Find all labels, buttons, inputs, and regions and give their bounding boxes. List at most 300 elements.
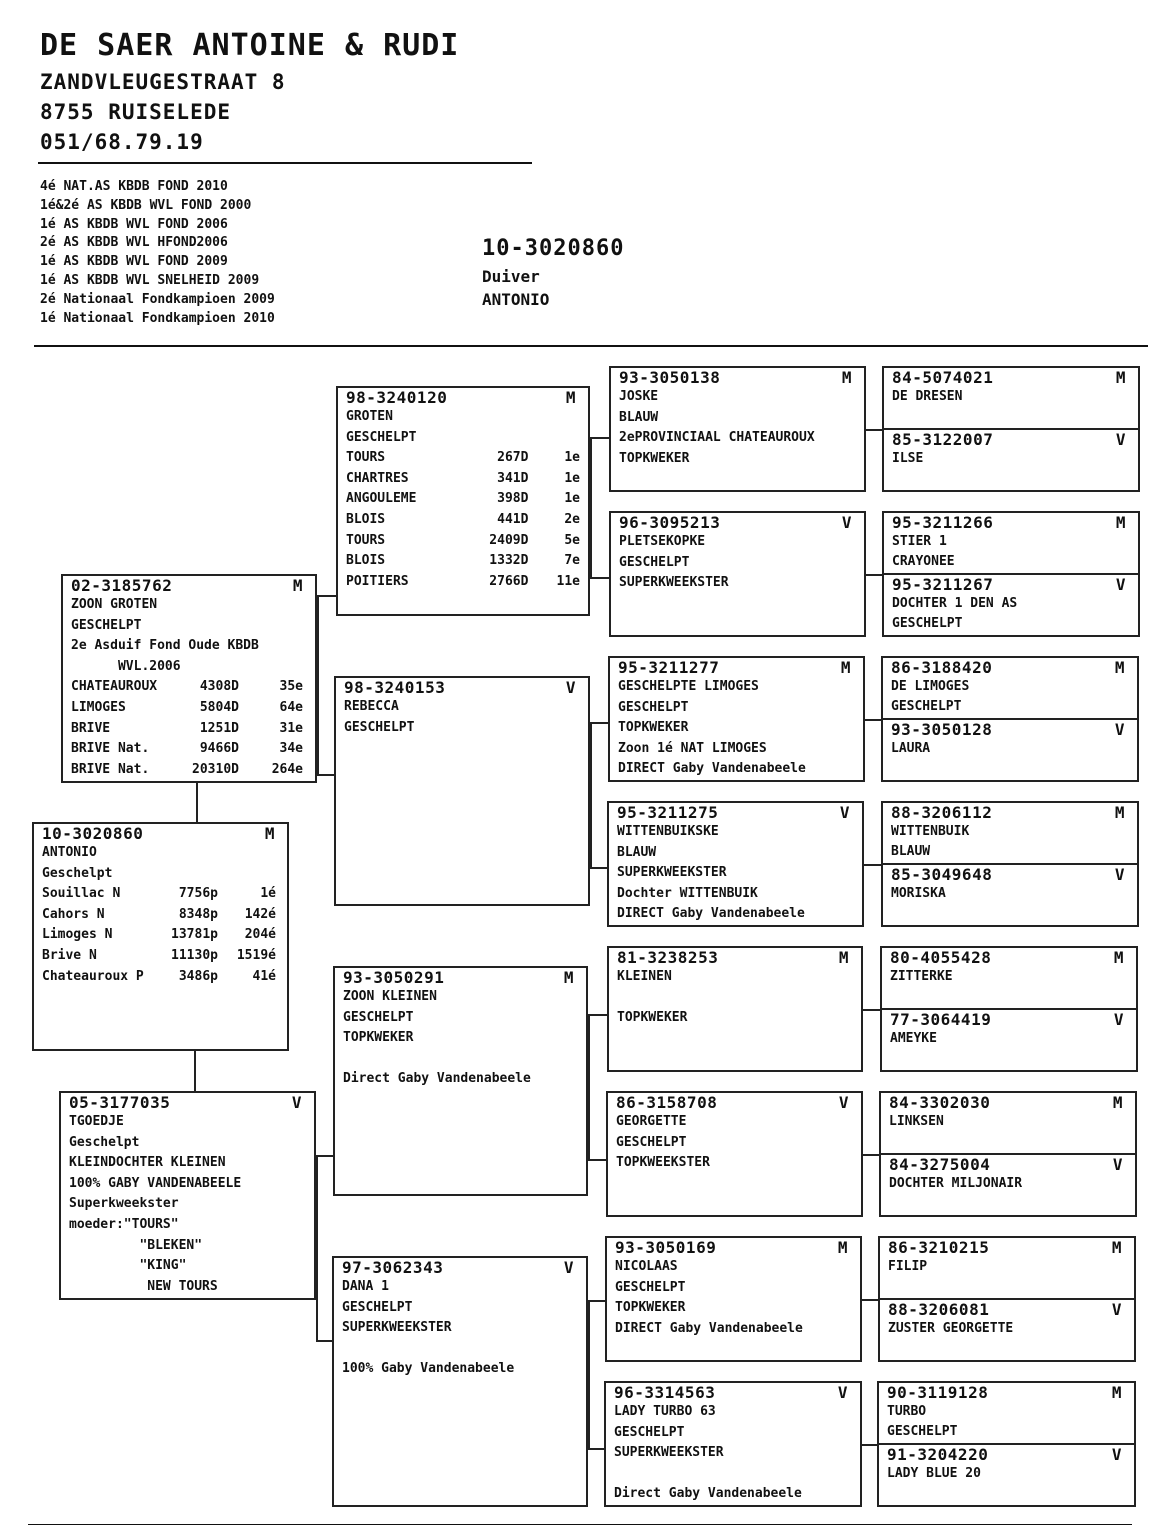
result-row — [346, 551, 580, 572]
result-row — [346, 510, 580, 531]
race-place: 5e — [564, 532, 580, 548]
award-line: 2é Nationaal Fondkampioen 2009 — [40, 291, 275, 307]
detail-line: GEORGETTE — [616, 1114, 687, 1129]
race-place: 204é — [244, 927, 276, 943]
detail-line: WITTENBUIKSKE — [617, 824, 719, 839]
connector-line — [196, 783, 198, 823]
race-name: CHATEAUROUX — [71, 679, 158, 695]
bird-details — [884, 532, 1138, 572]
connector-line — [317, 595, 319, 776]
bird-gen4-sire — [883, 658, 1137, 720]
result-row — [346, 448, 580, 469]
bird-gen4-pair — [878, 1236, 1136, 1362]
connector-line — [317, 595, 336, 597]
bird-gen4-dam — [883, 865, 1137, 925]
sex-marker: M — [841, 368, 852, 387]
ring-number: 85-3122007 — [892, 430, 994, 449]
bird-header — [61, 1093, 314, 1112]
race-name: BRIVE Nat. — [71, 741, 150, 757]
sex-marker: M — [1112, 1093, 1123, 1112]
connector-line — [590, 437, 609, 439]
sex-marker: V — [839, 803, 850, 822]
sex-marker: M — [1114, 803, 1125, 822]
connector-line — [590, 867, 607, 869]
bird-header — [884, 430, 1138, 449]
detail-line: GROTEN — [346, 409, 393, 424]
bird-gen4-pair — [882, 511, 1140, 637]
connector-line — [866, 574, 882, 576]
bird-details — [880, 1257, 1134, 1277]
detail-line: GESCHELPT — [618, 699, 689, 715]
header-rule — [38, 162, 532, 164]
bird-details — [881, 1112, 1135, 1132]
sex-marker: M — [838, 948, 849, 967]
bird-details — [63, 595, 315, 780]
detail-line: TOPKWEKER — [618, 720, 689, 736]
ring-number: 86-3158708 — [616, 1093, 718, 1112]
award-line: 1é AS KBDB WVL FOND 2009 — [40, 254, 228, 270]
detail-line: SUPERKWEEKSTER — [342, 1320, 452, 1336]
owner-street: ZANDVLEUGESTRAAT 8 — [40, 70, 286, 94]
detail-line: MORISKA — [891, 886, 946, 901]
detail-line: ZITTERKE — [890, 969, 953, 984]
detail-line: moeder:"TOURS" — [69, 1216, 179, 1232]
ring-number: 88-3206081 — [888, 1300, 990, 1319]
race-entries: 11130p — [171, 947, 218, 963]
race-entries: 20310D — [192, 761, 239, 777]
detail-line: LINKSEN — [889, 1114, 944, 1129]
ring-number: 95-3211266 — [892, 513, 994, 532]
detail-line: GESCHELPT — [346, 429, 417, 445]
sex-marker: M — [1115, 368, 1126, 387]
ring-number: 77-3064419 — [890, 1010, 992, 1029]
bird-details — [61, 1112, 314, 1297]
detail-line: KLEINEN — [617, 969, 672, 984]
ring-number: 81-3238253 — [617, 948, 719, 967]
subject-ring: 10-3020860 — [482, 236, 625, 261]
race-name: Cahors N — [42, 906, 105, 922]
bird-header — [883, 803, 1137, 822]
bird-details — [883, 822, 1137, 862]
ring-number: 86-3188420 — [891, 658, 993, 677]
detail-line: LADY TURBO 63 — [614, 1404, 716, 1419]
race-entries: 398D — [497, 491, 529, 507]
detail-line: NICOLAAS — [615, 1259, 678, 1274]
result-row — [42, 905, 279, 926]
sex-marker: V — [1111, 1300, 1122, 1319]
detail-line: Zoon 1é NAT LIMOGES — [618, 740, 767, 756]
bird-details — [882, 967, 1136, 987]
sex-marker: V — [837, 1383, 848, 1402]
ring-number: 10-3020860 — [42, 824, 144, 843]
bird-gen4-pair — [880, 946, 1138, 1072]
bird-details — [879, 1402, 1134, 1442]
result-row — [346, 572, 580, 593]
ring-number: 93-3050169 — [615, 1238, 717, 1257]
bird-header — [880, 1238, 1134, 1257]
race-name: LIMOGES — [71, 699, 126, 715]
detail-line: DANA 1 — [342, 1279, 389, 1294]
race-name: Limoges N — [42, 927, 113, 943]
award-line: 1é Nationaal Fondkampioen 2010 — [40, 310, 275, 326]
bird-gen4-sire — [883, 803, 1137, 865]
result-row — [71, 760, 307, 781]
detail-line: Direct Gaby Vandenabeele — [343, 1071, 531, 1087]
sex-marker: V — [1114, 865, 1125, 884]
bird-gen4-dam — [883, 720, 1137, 780]
bird-header — [607, 1238, 860, 1257]
bird-details — [884, 449, 1138, 469]
bird-details — [608, 1112, 861, 1174]
detail-line: DIRECT Gaby Vandenabeele — [617, 906, 805, 922]
connector-line — [866, 429, 882, 431]
ring-number: 05-3177035 — [69, 1093, 171, 1112]
race-name: ANGOULEME — [346, 491, 417, 507]
sex-marker: M — [565, 388, 576, 407]
bird-header — [884, 368, 1138, 387]
sex-marker: V — [563, 1258, 574, 1277]
bird-gen3 — [609, 366, 866, 492]
detail-line: TOPKWEKER — [617, 1010, 688, 1026]
bird-header — [880, 1300, 1134, 1319]
sex-marker: M — [1113, 948, 1124, 967]
detail-line: 100% GABY VANDENABEELE — [69, 1175, 242, 1191]
bird-details — [880, 1319, 1134, 1339]
detail-line: REBECCA — [344, 699, 399, 714]
bird-gen4-dam — [881, 1155, 1135, 1215]
bird-details — [611, 532, 864, 594]
bird-details — [334, 1277, 586, 1380]
ring-number: 97-3062343 — [342, 1258, 444, 1277]
connector-line — [588, 1014, 590, 1161]
sex-marker: M — [1111, 1383, 1122, 1402]
race-place: 1e — [564, 450, 580, 466]
award-line: 1é&2é AS KBDB WVL FOND 2000 — [40, 197, 252, 213]
bird-gen4-pair — [881, 801, 1139, 927]
bird-header — [611, 513, 864, 532]
connector-line — [588, 1448, 604, 1450]
bird-gen3 — [605, 1236, 862, 1362]
connector-line — [862, 1444, 877, 1446]
bird-gen4-sire — [880, 1238, 1134, 1300]
bird-gen3 — [607, 946, 863, 1072]
detail-line: GESCHELPT — [614, 1424, 685, 1440]
detail-line: Geschelpt — [42, 865, 113, 881]
bird-header — [879, 1383, 1134, 1402]
sex-marker: M — [840, 658, 851, 677]
ring-number: 80-4055428 — [890, 948, 992, 967]
connector-line — [590, 577, 609, 579]
sex-marker: M — [292, 576, 303, 595]
detail-line: NEW TOURS — [69, 1278, 218, 1294]
sex-marker: M — [1115, 513, 1126, 532]
result-row — [346, 489, 580, 510]
detail-line: ZOON GROTEN — [71, 597, 158, 612]
detail-line: STIER 1 — [892, 534, 947, 549]
detail-line: BLAUW — [619, 409, 659, 425]
bird-header — [884, 513, 1138, 532]
detail-line: GESCHELPT — [344, 719, 415, 735]
detail-line: 2ePROVINCIAAL CHATEAUROUX — [619, 430, 815, 446]
detail-line: LADY BLUE 20 — [887, 1466, 981, 1481]
detail-line: BLAUW — [617, 844, 657, 860]
subject-name: ANTONIO — [482, 290, 550, 309]
connector-line — [588, 1159, 606, 1161]
race-name: BRIVE Nat. — [71, 761, 150, 777]
result-row — [346, 531, 580, 552]
result-row — [346, 469, 580, 490]
detail-line: PLETSEKOPKE — [619, 534, 706, 549]
bird-gen4-dam — [882, 1010, 1136, 1070]
bird-details — [338, 407, 588, 592]
race-place: 35e — [279, 679, 303, 695]
bird-details — [884, 387, 1138, 407]
sex-marker: V — [1113, 1010, 1124, 1029]
award-line: 1é AS KBDB WVL SNELHEID 2009 — [40, 272, 260, 288]
race-name: Brive N — [42, 947, 97, 963]
award-line: 4é NAT.AS KBDB FOND 2010 — [40, 179, 228, 194]
result-row — [42, 946, 279, 967]
bird-header — [63, 576, 315, 595]
race-entries: 2766D — [489, 573, 529, 589]
bird-dam — [59, 1091, 316, 1300]
race-place: 1e — [564, 491, 580, 507]
detail-line: LAURA — [891, 741, 931, 756]
race-entries: 8348p — [178, 906, 218, 922]
bird-details — [881, 1174, 1135, 1194]
section-rule — [34, 345, 1148, 347]
detail-line: SUPERKWEEKSTER — [619, 575, 729, 591]
detail-line: ANTONIO — [42, 845, 97, 860]
race-entries: 13781p — [171, 927, 218, 943]
bird-gen4-sire — [881, 1093, 1135, 1155]
race-place: 41é — [252, 968, 276, 984]
bird-header — [34, 824, 287, 843]
race-entries: 7756p — [178, 886, 218, 902]
detail-line: TGOEDJE — [69, 1114, 124, 1129]
race-name: BLOIS — [346, 553, 386, 569]
detail-line — [342, 1339, 578, 1360]
detail-line: DE DRESEN — [892, 389, 963, 404]
detail-line: GESCHELPT — [616, 1134, 687, 1150]
detail-line: ILSE — [892, 451, 924, 466]
bird-gen4-dam — [879, 1445, 1134, 1505]
ring-number: 93-3050128 — [891, 720, 993, 739]
detail-line — [343, 1049, 578, 1070]
detail-line: Superkweekster — [69, 1196, 179, 1212]
bird-header — [881, 1155, 1135, 1174]
race-entries: 441D — [497, 511, 529, 527]
detail-line: TOPKWEKER — [619, 450, 690, 466]
owner-name: DE SAER ANTOINE & RUDI — [40, 28, 460, 63]
sex-marker: M — [1114, 658, 1125, 677]
detail-line: FILIP — [888, 1259, 928, 1274]
ring-number: 90-3119128 — [887, 1383, 989, 1402]
race-name: BRIVE — [71, 720, 111, 736]
result-row — [71, 739, 307, 760]
award-line: 1é AS KBDB WVL FOND 2006 — [40, 216, 228, 232]
race-place: 1519é — [236, 947, 276, 963]
detail-line: GESCHELPT — [615, 1279, 686, 1295]
bird-details — [336, 697, 588, 738]
bird-details — [607, 1257, 860, 1339]
bird-header — [336, 678, 588, 697]
sex-marker: V — [1115, 575, 1126, 594]
race-name: POITIERS — [346, 573, 409, 589]
detail-line: DOCHTER MILJONAIR — [889, 1176, 1023, 1191]
ring-number: 95-3211267 — [892, 575, 994, 594]
detail-line: "BLEKEN" — [69, 1237, 203, 1253]
ring-number: 96-3095213 — [619, 513, 721, 532]
bird-header — [882, 948, 1136, 967]
bird-gen4-pair — [881, 656, 1139, 782]
bird-details — [610, 677, 863, 780]
bird-gen4-pair — [879, 1091, 1137, 1217]
bird-details — [606, 1402, 860, 1505]
bird-gen4-sire — [879, 1383, 1134, 1445]
detail-line: WVL.2006 — [71, 658, 181, 674]
result-row — [42, 884, 279, 905]
detail-line: AMEYKE — [890, 1031, 937, 1046]
awards-list — [40, 178, 275, 328]
sex-marker: M — [837, 1238, 848, 1257]
detail-line: KLEINDOCHTER KLEINEN — [69, 1155, 226, 1171]
detail-line: "KING" — [69, 1258, 187, 1274]
bird-details — [609, 822, 862, 925]
detail-line: 2e Asduif Fond Oude KBDB — [71, 638, 259, 654]
bird-header — [883, 720, 1137, 739]
detail-line: GESCHELPT — [887, 1424, 958, 1439]
bird-gen3 — [608, 656, 865, 782]
detail-line: GESCHELPT — [343, 1009, 414, 1025]
bird-header — [338, 388, 588, 407]
race-entries: 341D — [497, 470, 529, 486]
detail-line — [614, 1464, 852, 1485]
result-row — [71, 698, 307, 719]
ring-number: 93-3050291 — [343, 968, 445, 987]
connector-line — [863, 1009, 880, 1011]
race-place: 264e — [271, 761, 303, 777]
race-place: 7e — [564, 553, 580, 569]
connector-line — [588, 1014, 607, 1016]
result-row — [42, 967, 279, 988]
detail-line — [617, 988, 853, 1009]
race-entries: 4308D — [199, 679, 239, 695]
connector-line — [865, 719, 881, 721]
race-entries: 5804D — [199, 699, 239, 715]
detail-line: GESCHELPT — [619, 554, 690, 570]
detail-line: ZUSTER GEORGETTE — [888, 1321, 1014, 1336]
owner-phone: 051/68.79.19 — [40, 130, 204, 154]
detail-line: BLAUW — [891, 844, 931, 859]
bird-header — [611, 368, 864, 387]
bird-gen3 — [609, 511, 866, 637]
race-entries: 2409D — [489, 532, 529, 548]
race-entries: 9466D — [199, 741, 239, 757]
bird-sire-sire — [336, 386, 590, 616]
bird-header — [884, 575, 1138, 594]
sex-marker: V — [1114, 720, 1125, 739]
detail-line: Geschelpt — [69, 1134, 140, 1150]
ring-number: 84-3302030 — [889, 1093, 991, 1112]
detail-line: TOPKWEEKSTER — [616, 1155, 710, 1171]
ring-number: 96-3314563 — [614, 1383, 716, 1402]
ring-number: 85-3049648 — [891, 865, 993, 884]
race-place: 11e — [556, 573, 580, 589]
bird-header — [606, 1383, 860, 1402]
bird-details — [883, 677, 1137, 717]
result-row — [71, 677, 307, 698]
detail-line: TURBO — [887, 1404, 927, 1419]
ring-number: 88-3206112 — [891, 803, 993, 822]
connector-line — [590, 722, 592, 869]
race-name: TOURS — [346, 532, 386, 548]
ring-number: 95-3211277 — [618, 658, 720, 677]
detail-line: GESCHELPT — [891, 699, 962, 714]
bird-header — [609, 948, 861, 967]
subject-header — [482, 236, 624, 309]
footer-rule — [28, 1524, 1132, 1525]
detail-line: DIRECT Gaby Vandenabeele — [618, 761, 806, 777]
bird-details — [34, 843, 287, 987]
bird-sire — [61, 574, 317, 783]
bird-gen4-pair — [877, 1381, 1136, 1507]
bird-gen4-dam — [884, 430, 1138, 490]
sex-marker: V — [291, 1093, 302, 1112]
sex-marker: M — [1111, 1238, 1122, 1257]
detail-line: Dochter WITTENBUIK — [617, 885, 758, 901]
bird-details — [883, 739, 1137, 759]
connector-line — [590, 722, 608, 724]
bird-dam-dam — [332, 1256, 588, 1507]
bird-details — [879, 1464, 1134, 1484]
detail-line: JOSKE — [619, 389, 659, 404]
detail-line: Direct Gaby Vandenabeele — [614, 1486, 802, 1502]
detail-line: TOPKWEKER — [615, 1300, 686, 1316]
bird-gen4-dam — [880, 1300, 1134, 1360]
race-place: 1é — [260, 886, 276, 902]
bird-details — [609, 967, 861, 1029]
detail-line: GESCHELPT — [71, 617, 142, 633]
detail-line: CRAYONEE — [892, 554, 955, 569]
ring-number: 84-3275004 — [889, 1155, 991, 1174]
race-name: BLOIS — [346, 511, 386, 527]
ring-number: 84-5074021 — [892, 368, 994, 387]
race-entries: 1251D — [199, 720, 239, 736]
owner-city: 8755 RUISELEDE — [40, 100, 232, 124]
award-line: 2é AS KBDB WVL HFOND2006 — [40, 235, 228, 251]
ring-number: 93-3050138 — [619, 368, 721, 387]
ring-number: 98-3240120 — [346, 388, 448, 407]
connector-line — [588, 1300, 590, 1450]
bird-sire-dam — [334, 676, 590, 906]
race-name: TOURS — [346, 450, 386, 466]
connector-line — [316, 1155, 333, 1157]
connector-line — [588, 1300, 605, 1302]
race-place: 64e — [279, 699, 303, 715]
sex-marker: M — [563, 968, 574, 987]
sex-marker: V — [565, 678, 576, 697]
ring-number: 91-3204220 — [887, 1445, 989, 1464]
bird-gen3 — [607, 801, 864, 927]
bird-header — [334, 1258, 586, 1277]
bird-gen4-sire — [882, 948, 1136, 1010]
detail-line: GESCHELPTE LIMOGES — [618, 679, 759, 694]
bird-header — [335, 968, 586, 987]
race-entries: 3486p — [178, 968, 218, 984]
bird-dam-sire — [333, 966, 588, 1196]
bird-details — [611, 387, 864, 469]
